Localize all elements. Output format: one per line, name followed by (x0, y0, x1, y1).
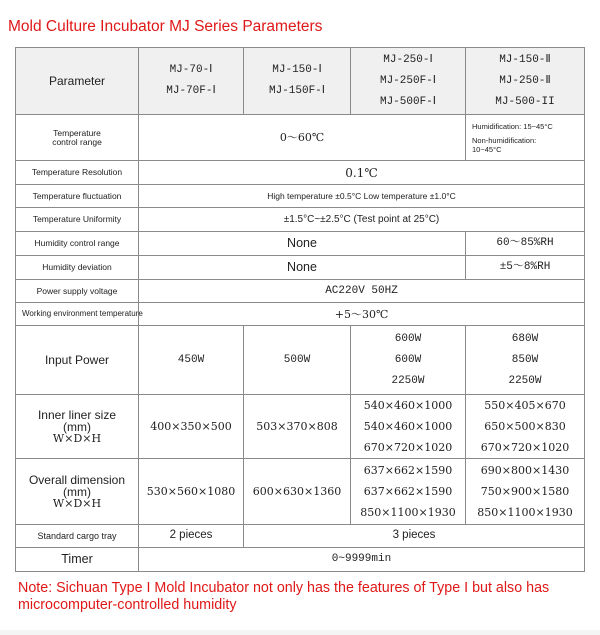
inner-liner-col2: 503×370×808 (244, 395, 351, 459)
humidification-range: Humidification: 15~45°C (472, 121, 553, 131)
row-humidity-deviation (16, 256, 585, 280)
inner-liner-col3 (351, 395, 466, 459)
dimension-value: 670×720×1020 (363, 441, 453, 454)
row-overall-dimension (16, 459, 585, 525)
working-env-value: +5～30℃ (139, 303, 585, 326)
overall-dim-col4 (466, 459, 585, 525)
model-name: MJ-500F-Ⅰ (379, 95, 437, 108)
overall-dim-col2: 600×630×1360 (244, 459, 351, 525)
model-name: MJ-150-Ⅱ (499, 53, 551, 66)
row-temp-resolution (16, 161, 585, 185)
temp-resolution-value: 0.1℃ (139, 161, 585, 185)
row-label: Temperature Resolution (16, 161, 139, 185)
row-label: Timer (16, 548, 139, 572)
dimension-value: 540×460×1000 (363, 399, 453, 412)
power-value: 2250W (508, 374, 542, 387)
row-label: Temperature Uniformity (16, 208, 139, 232)
model-name: MJ-70-Ⅰ (169, 64, 213, 76)
dimension-value: 637×662×1590 (363, 485, 453, 498)
row-label (16, 459, 139, 525)
dimension-value: 540×460×1000 (363, 420, 453, 433)
non-humidification-range: 10~45°C (472, 144, 502, 154)
non-humidification-label: Non-humidification: (472, 135, 537, 145)
row-label: Humidity deviation (16, 256, 139, 280)
power-value: 600W (394, 332, 422, 345)
page-title: Mold Culture Incubator MJ Series Parameters (8, 18, 323, 35)
row-input-power (16, 326, 585, 395)
input-power-col3 (351, 326, 466, 395)
model-name: MJ-250F-Ⅰ (379, 74, 437, 87)
temp-range-value: 0～60℃ (139, 115, 466, 161)
bottom-divider (0, 630, 600, 635)
inner-liner-col4 (466, 395, 585, 459)
power-value: 600W (394, 353, 422, 366)
row-temp-range (16, 115, 585, 161)
dimension-value: 637×662×1590 (363, 464, 453, 477)
model-name: MJ-250-Ⅰ (383, 53, 433, 66)
label-line: Inner liner size (37, 408, 117, 422)
model-name: MJ-150F-Ⅰ (268, 85, 326, 97)
header-model-col1 (139, 48, 244, 115)
dimension-value: 690×800×1430 (480, 464, 570, 477)
dimension-value: 670×720×1020 (480, 441, 570, 454)
overall-dim-col3 (351, 459, 466, 525)
label-line: (mm) (63, 420, 91, 434)
row-label: Humidity control range (16, 232, 139, 256)
label-line: control range (52, 136, 102, 147)
temp-fluctuation-value: High temperature ±0.5°C Low temperature ±1.0°C (139, 185, 585, 208)
model-name: MJ-500-II (495, 95, 555, 108)
label-line: Temperature (53, 128, 101, 138)
overall-dim-col1: 530×560×1080 (139, 459, 244, 525)
header-model-col3 (351, 48, 466, 115)
timer-value: 0~9999min (139, 548, 585, 572)
row-label: Standard cargo tray (16, 525, 139, 548)
humidity-deviation-col4: ±5～8%RH (466, 256, 585, 280)
row-label: Input Power (16, 326, 139, 395)
model-name: MJ-150-Ⅰ (272, 64, 322, 76)
label-line: W×D×H (52, 497, 102, 510)
inner-liner-col1: 400×350×500 (139, 395, 244, 459)
power-value: 850W (511, 353, 539, 366)
temp-range-col4 (466, 115, 585, 161)
model-name: MJ-70F-Ⅰ (166, 85, 216, 97)
row-label (16, 395, 139, 459)
model-name: MJ-250-Ⅱ (499, 74, 551, 87)
row-label (16, 115, 139, 161)
row-power-voltage (16, 280, 585, 303)
row-inner-liner (16, 395, 585, 459)
power-voltage-value: AC220V 50HZ (139, 280, 585, 303)
temp-uniformity-value: ±1.5°C~±2.5°C (Test point at 25°C) (139, 208, 585, 232)
header-row (16, 48, 585, 115)
humidity-deviation-value: None (139, 256, 466, 280)
row-temp-uniformity (16, 208, 585, 232)
input-power-col2: 500W (244, 326, 351, 395)
dimension-value: 550×405×670 (484, 399, 566, 412)
power-value: 2250W (391, 374, 425, 387)
row-working-env (16, 303, 585, 326)
cargo-tray-col1: 2 pieces (139, 525, 244, 548)
header-parameter: Parameter (16, 48, 139, 115)
row-temp-fluctuation (16, 185, 585, 208)
row-label: Power supply voltage (16, 280, 139, 303)
row-humidity-range (16, 232, 585, 256)
row-label: Working environment temperature (16, 303, 139, 326)
dimension-value: 650×500×830 (484, 420, 566, 433)
humidity-range-col4: 60～85%RH (466, 232, 585, 256)
cargo-tray-rest: 3 pieces (244, 525, 585, 548)
humidity-range-value: None (139, 232, 466, 256)
power-value: 680W (511, 332, 539, 345)
row-timer (16, 548, 585, 572)
row-cargo-tray (16, 525, 585, 548)
header-model-col2 (244, 48, 351, 115)
label-line: W×D×H (52, 432, 102, 445)
header-model-col4 (466, 48, 585, 115)
dimension-value: 850×1100×1930 (477, 506, 573, 519)
label-line: (mm) (63, 485, 91, 499)
input-power-col4 (466, 326, 585, 395)
parameters-table (15, 47, 585, 572)
footnote: Note: Sichuan Type I Mold Incubator not only has the features of Type I but also has microcomputer-controlled humidity (18, 580, 550, 613)
label-line: Overall dimension (28, 473, 126, 487)
row-label: Temperature fluctuation (16, 185, 139, 208)
dimension-value: 750×900×1580 (480, 485, 570, 498)
dimension-value: 850×1100×1930 (360, 506, 456, 519)
input-power-col1: 450W (139, 326, 244, 395)
